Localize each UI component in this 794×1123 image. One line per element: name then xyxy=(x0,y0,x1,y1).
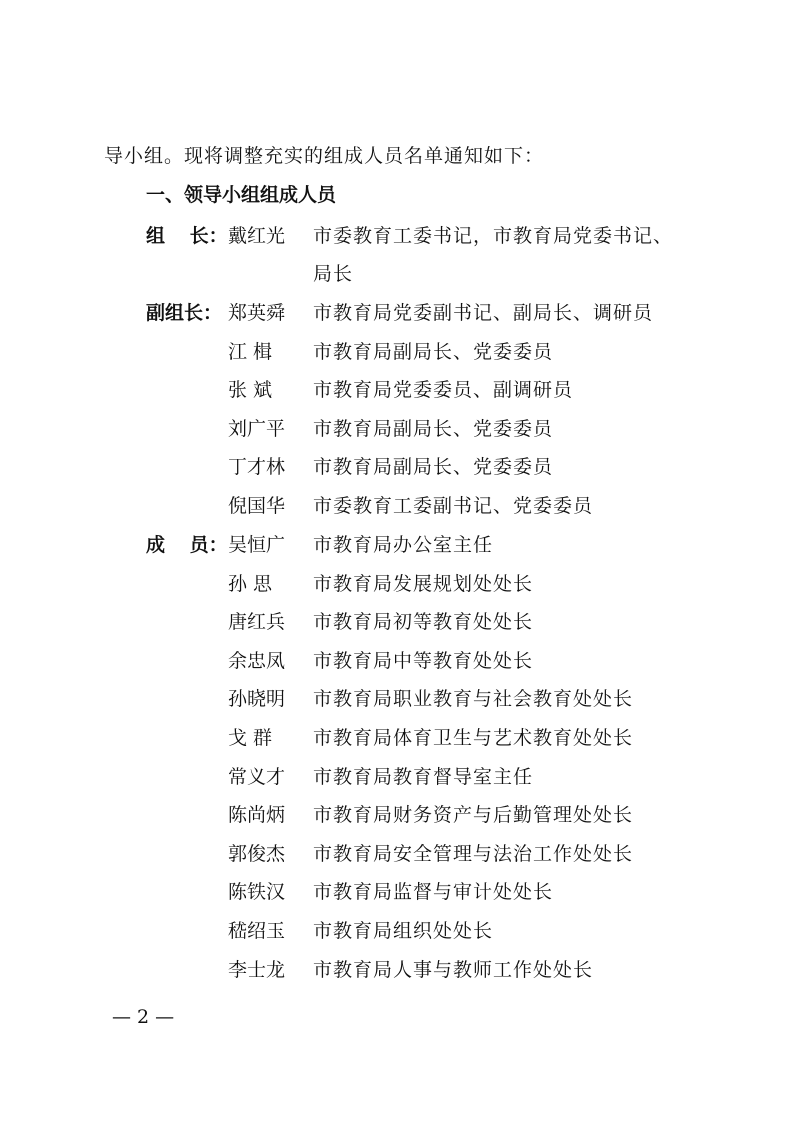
member-name: 陈铁汉 xyxy=(228,881,286,903)
deputy-title: 市教育局副局长、党委委员 xyxy=(313,418,554,440)
member-name: 陈尚炳 xyxy=(228,804,286,826)
member-name: 吴恒广 xyxy=(228,534,286,556)
member-title: 市教育局办公室主任 xyxy=(313,534,494,556)
role-label-leader: 组 长： xyxy=(146,225,228,247)
member-title: 市教育局中等教育处处长 xyxy=(313,650,534,672)
member-name: 常义才 xyxy=(228,766,286,788)
member-name: 孙晓明 xyxy=(228,688,286,710)
leader-title-line1: 市委教育工委书记，市教育局党委书记、 xyxy=(313,225,674,247)
member-title: 市教育局职业教育与社会教育处处长 xyxy=(313,688,634,710)
member-title: 市教育局体育卫生与艺术教育处处长 xyxy=(313,727,634,749)
page-number: — 2 — xyxy=(112,1006,175,1028)
member-name: 唐红兵 xyxy=(228,611,286,633)
deputy-name: 刘广平 xyxy=(228,418,286,440)
deputy-name: 郑英舜 xyxy=(228,302,286,324)
member-title: 市教育局组织处处长 xyxy=(313,920,494,942)
deputy-title: 市教育局副局长、党委委员 xyxy=(313,341,554,363)
member-name: 郭俊杰 xyxy=(228,843,286,865)
member-title: 市教育局人事与教师工作处处长 xyxy=(313,959,594,981)
member-title: 市教育局发展规划处处长 xyxy=(313,573,534,595)
member-title: 市教育局教育督导室主任 xyxy=(313,766,534,788)
deputy-title: 市委教育工委副书记、党委委员 xyxy=(313,495,594,517)
role-label-deputy: 副组长： xyxy=(146,302,223,324)
deputy-name: 张 斌 xyxy=(228,379,273,401)
member-title: 市教育局初等教育处处长 xyxy=(313,611,534,633)
role-label-member: 成 员： xyxy=(146,534,228,556)
deputy-title: 市教育局副局长、党委委员 xyxy=(313,456,554,478)
member-title: 市教育局监督与审计处处长 xyxy=(313,881,554,903)
leader-name: 戴红光 xyxy=(228,225,286,247)
member-title: 市教育局安全管理与法治工作处处长 xyxy=(313,843,634,865)
deputy-title: 市教育局党委副书记、副局长、调研员 xyxy=(313,302,654,324)
member-name: 嵇绍玉 xyxy=(228,920,286,942)
leader-title-line2: 局长 xyxy=(313,263,354,285)
deputy-name: 江 楫 xyxy=(228,341,273,363)
member-name: 李士龙 xyxy=(228,959,286,981)
deputy-name: 丁才林 xyxy=(228,456,286,478)
section-heading: 一、领导小组组成人员 xyxy=(146,184,337,206)
member-name: 孙 思 xyxy=(228,573,273,595)
deputy-title: 市教育局党委委员、副调研员 xyxy=(313,379,574,401)
deputy-name: 倪国华 xyxy=(228,495,286,517)
member-name: 余忠凤 xyxy=(228,650,286,672)
member-title: 市教育局财务资产与后勤管理处处长 xyxy=(313,804,634,826)
member-name: 戈 群 xyxy=(228,727,273,749)
intro-paragraph: 导小组。现将调整充实的组成人员名单通知如下： xyxy=(104,145,545,167)
